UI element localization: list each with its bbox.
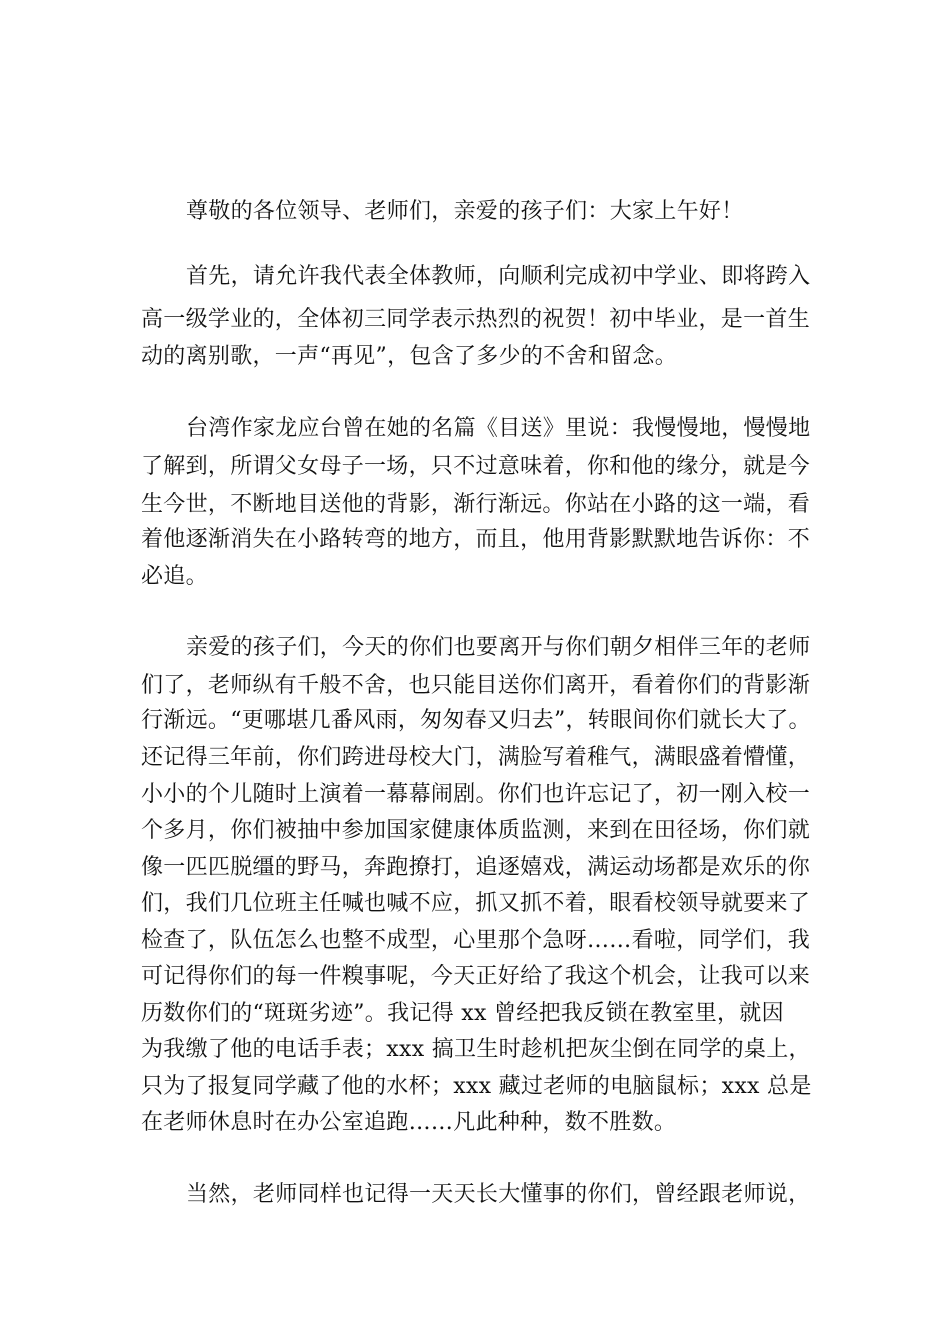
paragraph-4-line-12: 为我缴了他的电话手表；xxx 搞卫生时趁机把灰尘倒在同学的桌上， bbox=[141, 1037, 811, 1062]
greeting-line: 尊敬的各位领导、老师们，亲爱的孩子们：大家上午好！ bbox=[186, 199, 744, 224]
paragraph-3-line-1: 台湾作家龙应台曾在她的名篇《目送》里说：我慢慢地，慢慢地 bbox=[186, 416, 811, 441]
paragraph-4-line-4: 还记得三年前，你们跨进母校大门，满脸写着稚气，满眼盛着懵懂， bbox=[141, 745, 811, 770]
paragraph-3-line-4: 着他逐渐消失在小路转弯的地方，而且，他用背影默默地告诉你：不 bbox=[141, 527, 811, 552]
paragraph-5-line-1: 当然，老师同样也记得一天天长大懂事的你们，曾经跟老师说， bbox=[186, 1182, 811, 1207]
paragraph-4-line-10: 可记得你们的每一件糗事呢，今天正好给了我这个机会，让我可以来 bbox=[141, 964, 811, 989]
paragraph-4-line-2: 们了，老师纵有千般不舍，也只能目送你们离开，看着你们的背影渐 bbox=[141, 673, 811, 698]
paragraph-4-line-5: 小小的个儿随时上演着一幕幕闹剧。你们也许忘记了，初一刚入校一 bbox=[141, 782, 811, 807]
paragraph-4-line-8: 们，我们几位班主任喊也喊不应，抓又抓不着，眼看校领导就要来了 bbox=[141, 891, 811, 916]
paragraph-4-line-9: 检查了，队伍怎么也整不成型，心里那个急呀……看啦，同学们，我 bbox=[141, 928, 811, 953]
paragraph-4-line-6: 个多月，你们被抽中参加国家健康体质监测，来到在田径场，你们就 bbox=[141, 818, 811, 843]
paragraph-2-line-2: 高一级学业的，全体初三同学表示热烈的祝贺！初中毕业，是一首生 bbox=[141, 307, 811, 332]
paragraph-4-line-7: 像一匹匹脱缰的野马，奔跑撩打，追逐嬉戏，满运动场都是欢乐的你 bbox=[141, 855, 811, 880]
paragraph-2-line-3: 动的离别歌，一声“再见”，包含了多少的不舍和留念。 bbox=[141, 344, 677, 369]
paragraph-3-line-2: 了解到，所谓父女母子一场，只不过意味着，你和他的缘分，就是今 bbox=[141, 454, 811, 479]
paragraph-4-line-14: 在老师休息时在办公室追跑……凡此种种，数不胜数。 bbox=[141, 1110, 677, 1135]
paragraph-4-line-13: 只为了报复同学藏了他的水杯；xxx 藏过老师的电脑鼠标；xxx 总是 bbox=[141, 1074, 812, 1099]
paragraph-3-line-5: 必追。 bbox=[141, 564, 208, 589]
paragraph-4-line-3: 行渐远。“更哪堪几番风雨，匆匆春又归去”，转眼间你们就长大了。 bbox=[141, 708, 811, 733]
paragraph-2-line-1: 首先，请允许我代表全体教师，向顺利完成初中学业、即将跨入 bbox=[186, 264, 811, 289]
paragraph-4-line-1: 亲爱的孩子们，今天的你们也要离开与你们朝夕相伴三年的老师 bbox=[186, 635, 811, 660]
paragraph-3-line-3: 生今世，不断地目送他的背影，渐行渐远。你站在小路的这一端，看 bbox=[141, 492, 811, 517]
paragraph-4-line-11: 历数你们的“斑斑劣迹”。我记得 xx 曾经把我反锁在教室里，就因 bbox=[141, 1001, 784, 1026]
